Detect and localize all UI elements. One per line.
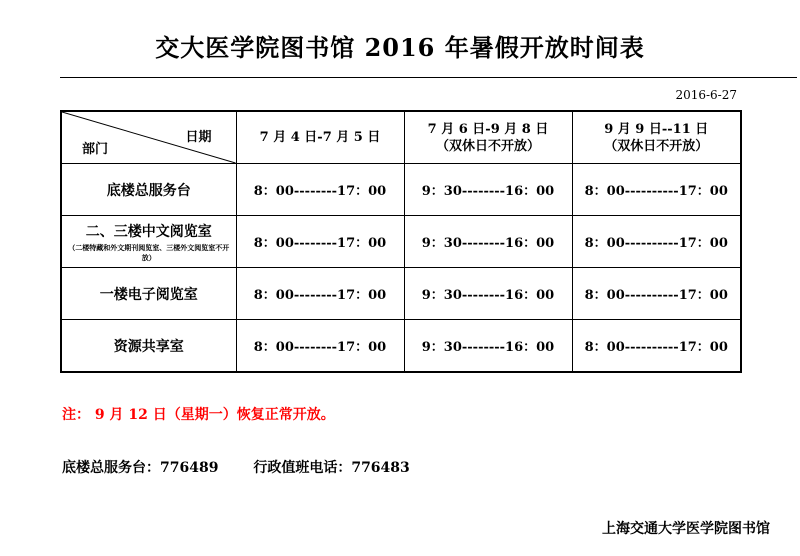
column-header-line2: （双休日不开放）: [435, 138, 540, 154]
service-desk-phone: 底楼总服务台：776489: [62, 460, 219, 476]
table-header-row: [61, 111, 741, 164]
hours-cell: 9：30--------16：00: [404, 164, 572, 216]
table-row: [61, 320, 741, 373]
dept-cell: [61, 216, 236, 268]
document-date: 2016-6-27: [675, 88, 737, 102]
title-divider: [60, 77, 797, 78]
hours-cell: 8：00--------17：00: [236, 268, 404, 320]
hours-cell: 9：30--------16：00: [404, 268, 572, 320]
hours-cell: 8：00----------17：00: [572, 216, 741, 268]
column-header: [236, 111, 404, 164]
table-row: [61, 164, 741, 216]
schedule-table: [60, 110, 742, 373]
dept-cell: [61, 268, 236, 320]
hours-cell: 8：00----------17：00: [572, 268, 741, 320]
corner-label-date: 日期: [185, 130, 212, 145]
table-row: [61, 268, 741, 320]
column-header-line1: 7 月 4 日-7 月 5 日: [259, 130, 381, 145]
hours-cell: 9：30--------16：00: [404, 216, 572, 268]
dept-name: 底楼总服务台: [106, 182, 191, 199]
issuer-signature: 上海交通大学医学院图书馆: [602, 521, 770, 537]
column-header-line1: 7 月 6 日-9 月 8 日: [427, 121, 549, 137]
hours-cell: 8：00----------17：00: [572, 164, 741, 216]
reopen-note: 注： 9 月 12 日（星期一）恢复正常开放。: [62, 407, 335, 423]
table-row: [61, 216, 741, 268]
column-header-line2: （双休日不开放）: [604, 138, 709, 154]
dept-name: 二、三楼中文阅览室: [85, 223, 212, 240]
corner-label-dept: 部门: [82, 142, 109, 157]
hours-cell: 8：00----------17：00: [572, 320, 741, 373]
hours-cell: 8：00--------17：00: [236, 216, 404, 268]
dept-cell: [61, 320, 236, 373]
hours-cell: 8：00--------17：00: [236, 320, 404, 373]
dept-name: 一楼电子阅览室: [99, 286, 198, 303]
hours-cell: 9：30--------16：00: [404, 320, 572, 373]
dept-name: 资源共享室: [113, 338, 184, 355]
dept-subnote: （二楼特藏和外文期刊阅览室、三楼外文阅览室不开放）: [68, 242, 230, 262]
corner-header-cell: [61, 111, 236, 164]
contact-line: [62, 457, 440, 477]
admin-duty-phone: 行政值班电话：776483: [253, 460, 410, 476]
column-header-line1: 9 月 9 日--11 日: [604, 121, 709, 137]
hours-cell: 8：00--------17：00: [236, 164, 404, 216]
column-header: [572, 111, 741, 164]
dept-cell: [61, 164, 236, 216]
page-title: 交大医学院图书馆 2016 年暑假开放时间表: [155, 33, 645, 62]
column-header: [404, 111, 572, 164]
